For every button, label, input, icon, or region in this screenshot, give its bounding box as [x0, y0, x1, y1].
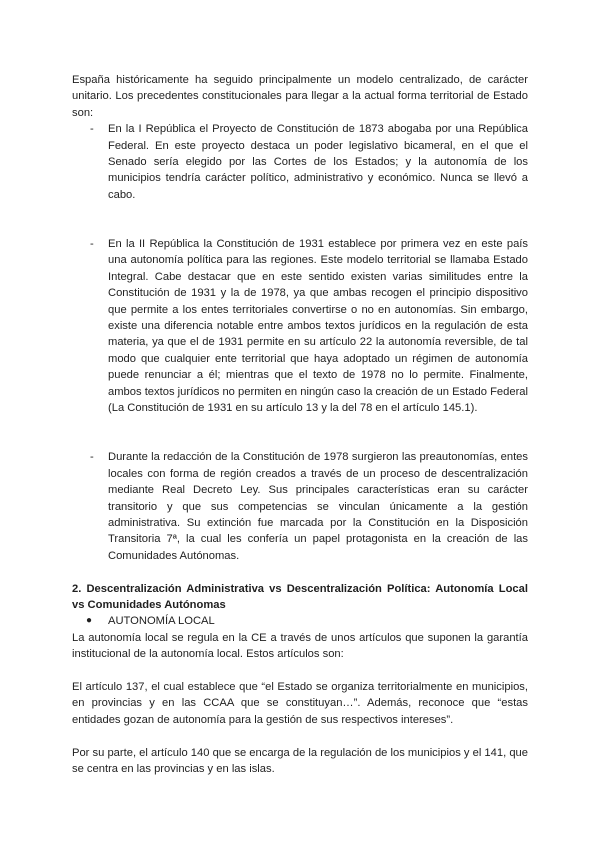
spacer — [72, 728, 528, 744]
subheading-bullet — [72, 613, 528, 629]
bullet-icon: ● — [86, 615, 93, 627]
list-item-text: Durante la redacción de la Constitución de 1978 surgieron las preautonomías, entes locales con forma de región creados a través de un proceso de descentralización mediante Real Decreto Ley. Sus principales características eran su carácter transitorio y que sus competencias se vinculan únicamente a la gestión administrativa. Su extinción fue marcada por la Constitución en la Disposición Transitoria 7ª, la cual les confería un papel protagonista en la creación de las Comunidades Autónomas. — [108, 451, 528, 562]
list-item — [72, 236, 528, 416]
spacer — [72, 433, 528, 449]
list-marker: - — [90, 451, 94, 464]
list-marker: - — [90, 238, 94, 251]
paragraph-articulo-140: Por su parte, el artículo 140 que se encarga de la regulación de los municipios y el 141, que se centra en las provincias y en las islas. — [72, 746, 528, 775]
precedents-list — [72, 121, 528, 564]
subheading: AUTONOMÍA LOCAL — [108, 615, 215, 628]
intro-paragraph: España históricamente ha seguido principalmente un modelo centralizado, de carácter unitario. Los precedentes constitucionales para llegar a la actual forma territorial de Estado son: — [72, 74, 528, 119]
spacer — [72, 203, 528, 219]
list-item-text: En la II República la Constitución de 1931 establece por primera vez en este país una autonomía política para las regiones. Este modelo territorial se llamaba Estado Integral. Cabe destacar que en este sentido existen varias similitudes entre la Constitución de 1931 y la de 1978, ya que ambas recogen el principio dispositivo que permite a los entes territoriales convertirse o no en autonomías. Sin embargo, existe una diferencia notable entre ambos textos jurídicos en la regulación de esta materia, ya que el de 1931 permite en su artículo 22 la autonomía reversible, de tal modo que cualquier ente territorial que haya adoptado un régimen de autonomía puede renunciar a él; mientras que el texto de 1978 no lo permite. Finalmente, ambos textos jurídicos no permiten en ningún caso la creación de un Estado Federal (La Constitución de 1931 en su artículo 13 y la del 78 en el artículo 145.1). — [108, 238, 528, 415]
list-marker: - — [90, 123, 94, 136]
document-page — [72, 72, 528, 777]
list-item-text: En la I República el Proyecto de Constitución de 1873 abogaba por una República Federal. En este proyecto destaca un poder legislativo bicameral, en el que el Senado sería elegido por las Cortes de los Estados; y la autonomía de los municipios tendría carácter político, administrativo y económico. Nunca se llevó a cabo. — [108, 123, 528, 201]
spacer — [72, 220, 528, 236]
spacer — [72, 564, 528, 580]
spacer — [72, 417, 528, 433]
spacer — [72, 663, 528, 679]
list-item — [72, 121, 528, 203]
paragraph-autonomia-local: La autonomía local se regula en la CE a través de unos artículos que suponen la garantía institucional de la autonomía local. Estos artículos son: — [72, 631, 528, 661]
section-heading: 2. Descentralización Administrativa vs Descentralización Política: Autonomía Local vs Comunidades Autónomas — [72, 582, 528, 611]
list-item — [72, 449, 528, 564]
paragraph-articulo-137: El artículo 137, el cual establece que “el Estado se organiza territorialmente en municipios, en provincias y en las CCAA que se constituyan…”. Además, reconoce que “estas entidades gozan de autonomía para la gestión de sus respectivos intereses”. — [72, 680, 528, 726]
